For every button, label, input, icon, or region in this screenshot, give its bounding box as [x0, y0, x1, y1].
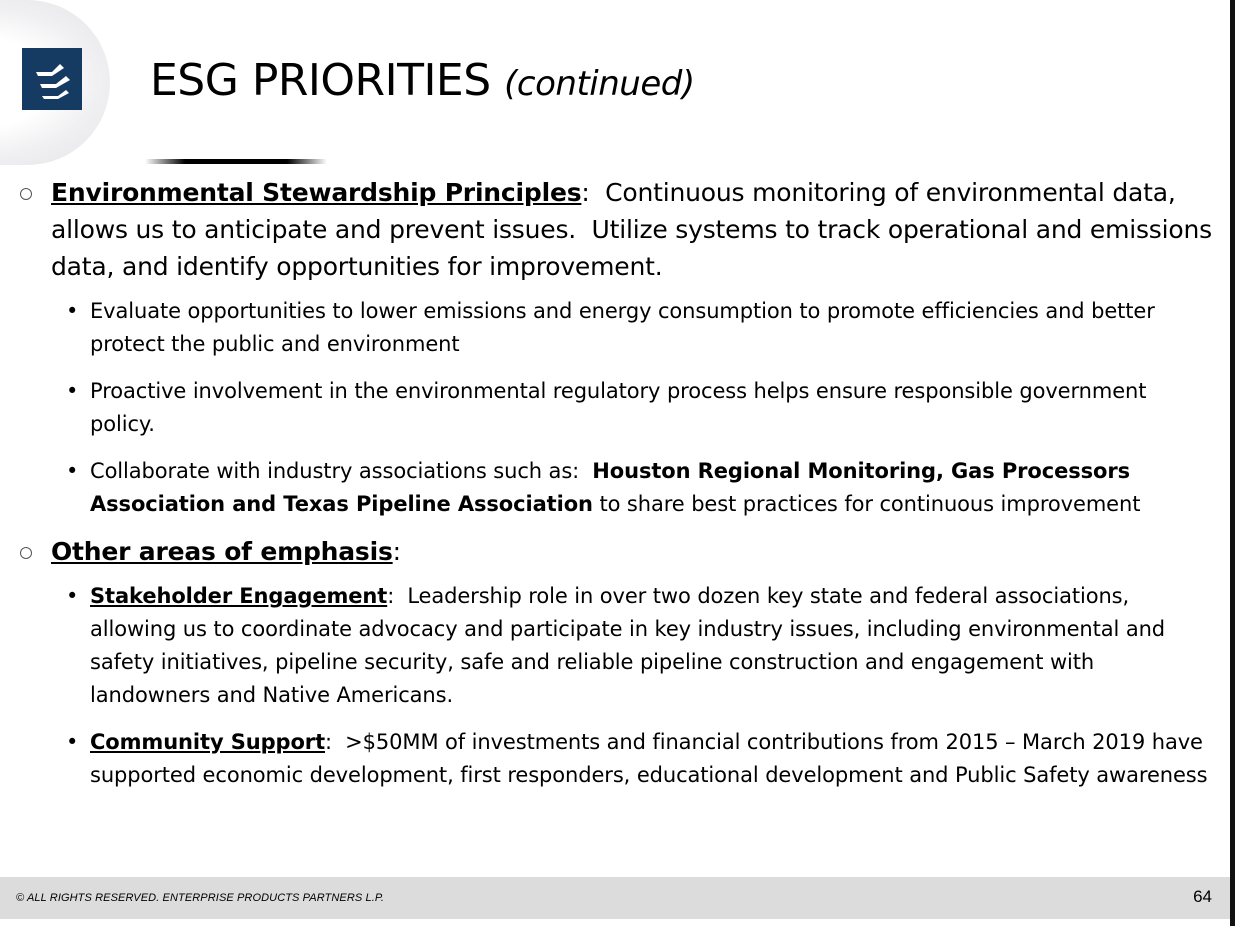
page-title [150, 48, 695, 117]
slide-content [0, 174, 1222, 792]
bullet-item [0, 580, 1222, 712]
bullet-text: Proactive involvement in the environmental regulatory process helps ensure responsible government policy. [90, 379, 1147, 436]
bullet-text: Collaborate with industry associations such as: [90, 459, 593, 483]
bullet-dot-icon: • [66, 584, 79, 608]
section-heading: Other areas of emphasis [51, 537, 393, 566]
hollow-circle-bullet-icon [20, 188, 32, 200]
copyright-text: © ALL RIGHTS RESERVED. ENTERPRISE PRODUCTS PARTNERS L.P. [16, 892, 385, 904]
section-environmental [0, 174, 1222, 285]
bullet-item [0, 375, 1222, 441]
bullet-text: : Leadership role in over two dozen key state and federal associations, allowing us to coordinate advocacy and participate in key industry issues, including environmental and safety initiatives, pipeline security, safe and reliable pipeline construction and engagement with landowners and Native Americans. [90, 584, 1172, 707]
section-heading-colon: : [392, 537, 401, 566]
section-text: Continuous monitoring of environmental data, allows us to anticipate and prevent issues. Utilize systems to track operational and emissions data, and identify opportunities for improvement. [51, 178, 1220, 281]
bullet-text-tail: to share best practices for continuous improvement [592, 492, 1141, 516]
title-subtitle: (continued) [504, 64, 695, 104]
page-number: 64 [1193, 887, 1212, 906]
bullet-heading: Stakeholder Engagement [90, 584, 388, 608]
bullet-item [0, 295, 1222, 361]
company-logo [22, 48, 82, 110]
bullet-text: Evaluate opportunities to lower emissions and energy consumption to promote efficiencies and better protect the public and environment [90, 299, 1155, 356]
title-underline [145, 159, 327, 164]
bullet-dot-icon: • [66, 299, 79, 323]
section-heading: Environmental Stewardship Principles [51, 178, 582, 207]
section-other-areas [0, 533, 1222, 570]
bullet-dot-icon: • [66, 730, 79, 754]
footer-bar [0, 877, 1230, 919]
bullet-item [0, 726, 1222, 792]
bullet-text: : >$50MM of investments and financial contributions from 2015 – March 2019 have supported economic development, first responders, educational development and Public Safety awareness [90, 730, 1210, 787]
slide-right-border [1230, 0, 1235, 926]
bullet-heading: Community Support [90, 730, 326, 754]
bullet-dot-icon: • [66, 459, 79, 483]
bullet-item [0, 455, 1222, 521]
bullet-bold-text: Houston Regional Monitoring, Gas Processors Association and Texas Pipeline Association [90, 459, 1131, 516]
lightning-logo-icon [22, 48, 82, 110]
bullet-dot-icon: • [66, 379, 79, 403]
hollow-circle-bullet-icon [20, 547, 32, 559]
title-main: ESG PRIORITIES [150, 55, 491, 106]
section-heading-colon: : [581, 178, 590, 207]
